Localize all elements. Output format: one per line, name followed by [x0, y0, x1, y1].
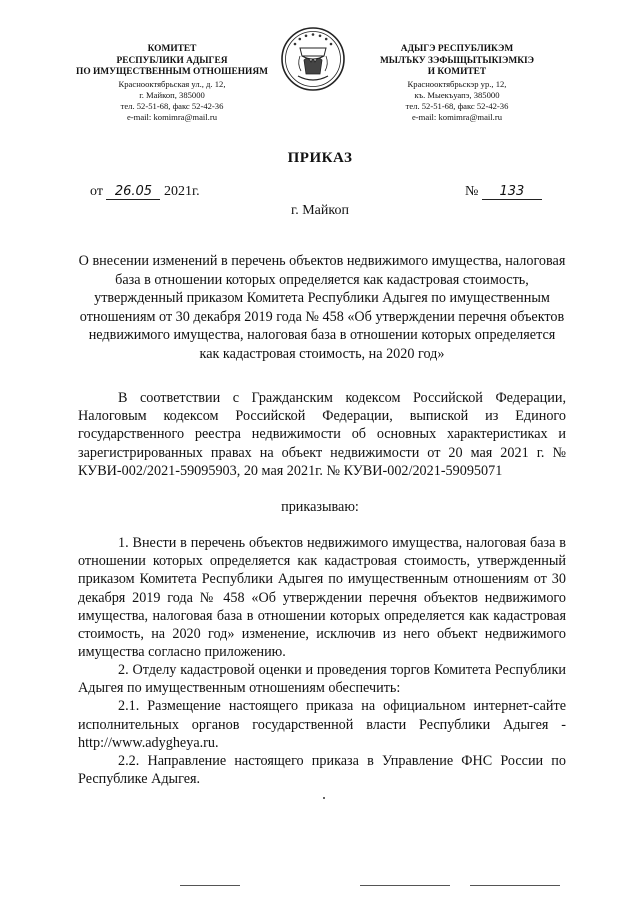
- preamble-paragraph: В соответствии с Гражданским кодексом Российской Федерации, Налоговым кодексом Российской Федерации, выпиской из Единого государственного реестра недвижимости об основных характеристиках и зарегистрированных правах на объект недвижимости от 20 мая 2021 г. № КУВИ-002/2021-59095903, 20 мая 2021г. № КУВИ-002/2021-59095071: [78, 390, 566, 479]
- org-name-line-1: КОМИТЕТ: [147, 44, 197, 54]
- item-1-paragraph: 1. Внести в перечень объектов недвижимого имущества, налоговая база в отношении которых определяется как кадастровая стоимость, утвержденный приказом Комитета Республики Адыгея по имущественным отношениям от 30 декабря 2019 года № 458 «Об утверждении перечня объектов недвижимого имущества, налоговая база в отношении которых определяется как кадастровая стоимость, на 2020 год» изменение, исключив из него объект недвижимого имущества согласно приложению.: [78, 535, 566, 661]
- footer-rule-middle: [360, 885, 450, 886]
- scan-speck: [323, 797, 325, 799]
- org-name-line-3: ПО ИМУЩЕСТВЕННЫМ ОТНОШЕНИЯМ: [76, 67, 268, 77]
- org-name-adyghe-line-3: И КОМИТЕТ: [427, 67, 487, 77]
- org-name-line-2: РЕСПУБЛИКИ АДЫГЕЯ: [116, 55, 228, 66]
- item-2-1-paragraph: 2.1. Размещение настоящего приказа на официальном интернет-сайте исполнительных органов государственной власти Республики Адыгея - http://www.adygheya.ru.: [78, 698, 566, 751]
- org-city: г. Майкоп, 385000: [139, 89, 205, 100]
- date-line: [90, 184, 200, 200]
- order-word: приказываю:: [281, 499, 359, 515]
- date-prefix: от: [90, 184, 103, 199]
- org-phone-adyghe: тел. 52-51-68, факс 52-42-36: [405, 100, 509, 111]
- item-2-paragraph: 2. Отделу кадастровой оценки и проведения торгов Комитета Республики Адыгея по имущественным отношениям обеспечить:: [78, 662, 566, 697]
- org-address-adyghe: Краснооктябрьскэр ур., 12,: [407, 78, 507, 89]
- document-subject: О внесении изменений в перечень объектов недвижимого имущества, налоговая база в отношении которых определяется как кадастровая стоимость, утвержденный приказом Комитета Республики Адыгея по имущественным отношениям от 30 декабря 2019 года № 458 «Об утверждении перечня объектов недвижимого имущества, налоговая база в отношении которых определяется как кадастровая стоимость, на 2020 год»: [78, 253, 566, 362]
- date-year: 2021г.: [163, 184, 200, 199]
- handwritten-number: 133: [482, 185, 542, 200]
- item-2-block: [78, 661, 566, 788]
- footer-rule-left: [180, 885, 240, 886]
- org-email-adyghe: e-mail: komimra@mail.ru: [411, 111, 502, 122]
- org-phone: тел. 52-51-68, факс 52-42-36: [120, 100, 224, 111]
- org-city-adyghe: къ. Мыекъуапэ, 385000: [414, 89, 500, 100]
- org-address: Краснооктябрьская ул., д. 12,: [118, 78, 226, 89]
- document-city: г. Майкоп: [291, 203, 349, 218]
- footer-rule-right: [470, 885, 560, 886]
- item-2-2-paragraph: 2.2. Направление настоящего приказа в Управление ФНС России по Республике Адыгея.: [78, 753, 566, 788]
- number-prefix: №: [465, 184, 479, 199]
- org-name-adyghe-line-1: АДЫГЭ РЕСПУБЛИКЭМ: [400, 44, 514, 54]
- document-title: ПРИКАЗ: [287, 150, 353, 166]
- org-email: e-mail: komimra@mail.ru: [126, 111, 217, 122]
- header-left-block: [62, 44, 282, 123]
- handwritten-date: 26.05: [106, 185, 160, 200]
- coat-of-arms-emblem: [280, 26, 346, 92]
- org-name-adyghe-line-2: МЫЛЪКУ ЗЭФЫЩЫТЫКІЭМКІЭ: [379, 55, 535, 66]
- number-line: [465, 184, 542, 200]
- header-right-block: [352, 44, 562, 123]
